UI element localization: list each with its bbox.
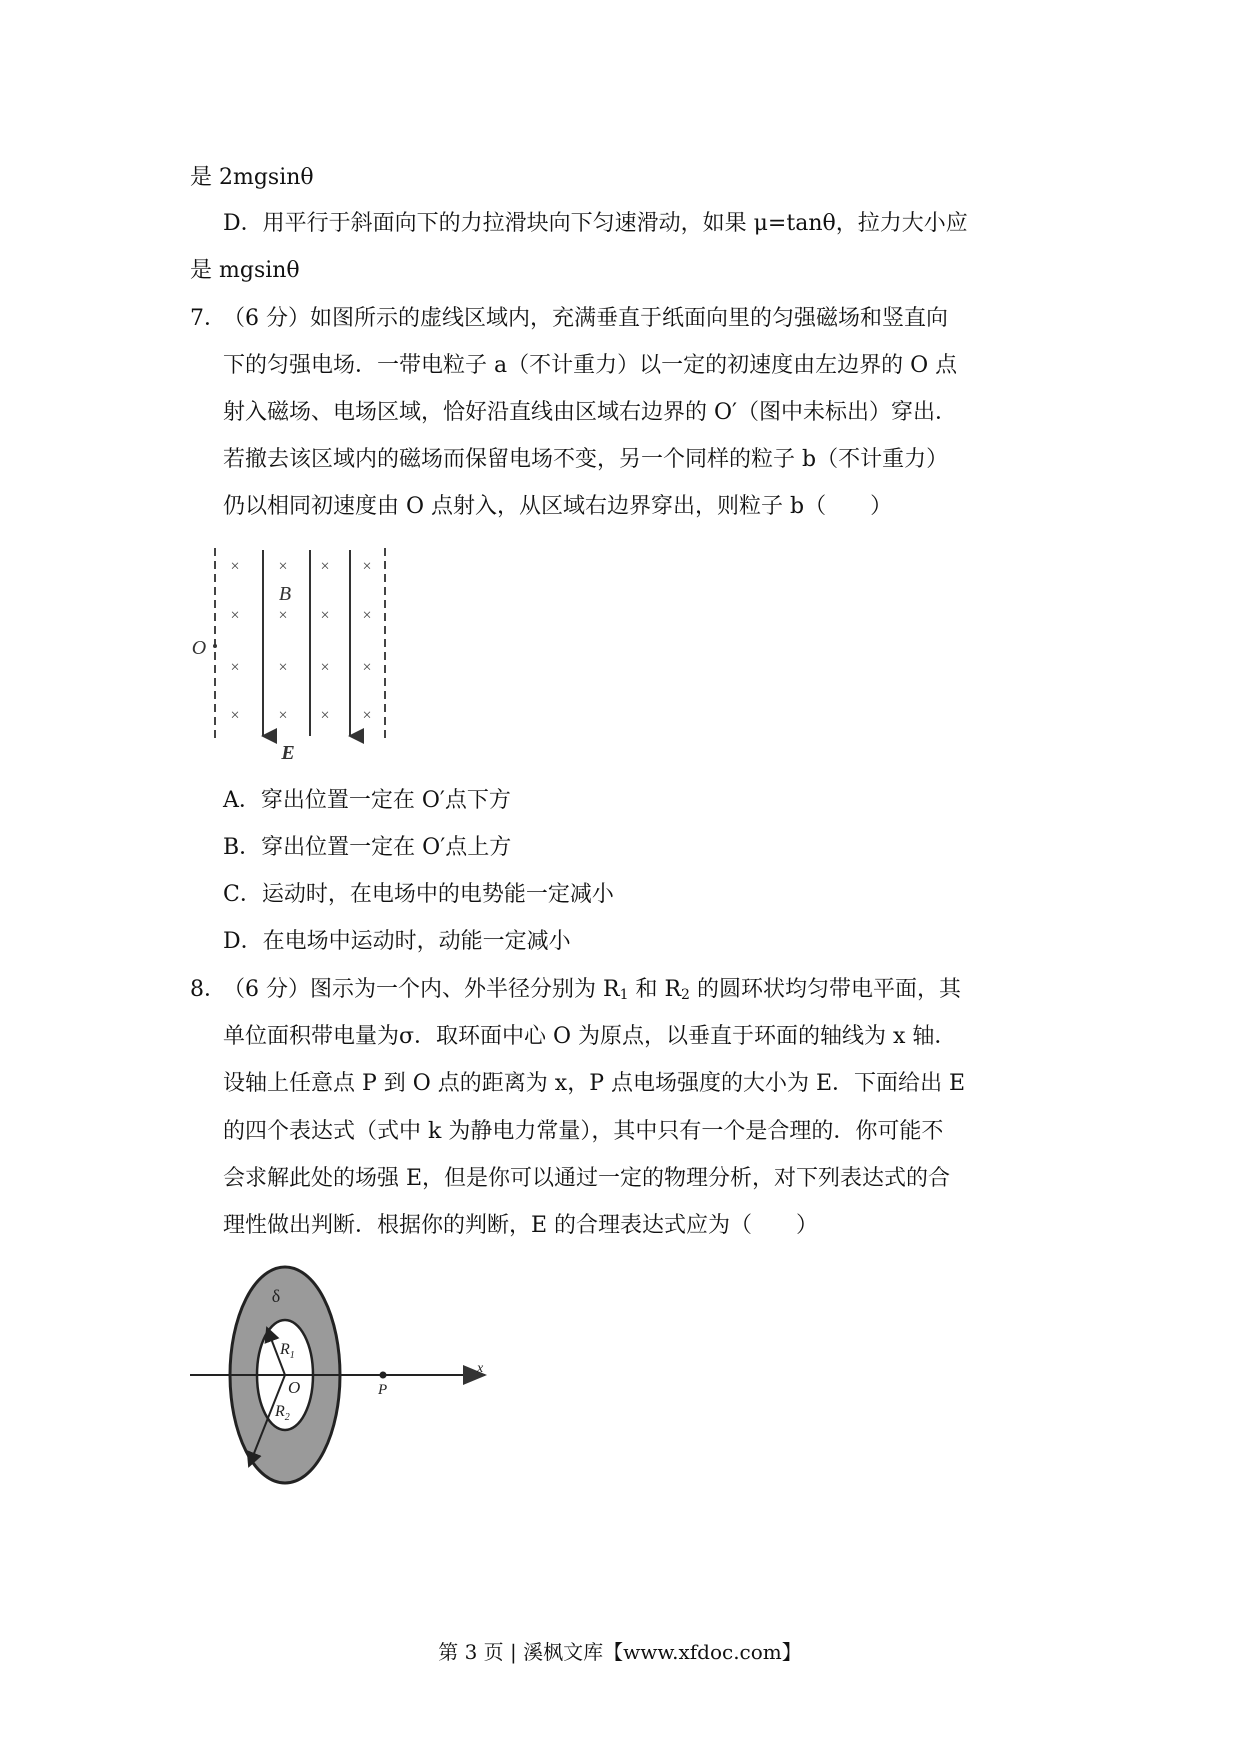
- point-p: [380, 1372, 387, 1379]
- q7-field-figure: [185, 540, 395, 765]
- b-field-cross: ×: [230, 558, 240, 575]
- q7-option-b: B．穿出位置一定在 O′点上方: [223, 835, 512, 860]
- b-field-cross: ×: [320, 558, 330, 575]
- label-r2: $R_2$: [275, 1403, 290, 1423]
- b-field-cross: ×: [362, 659, 372, 676]
- label-b: B: [278, 583, 292, 605]
- q7-option-d: D．在电场中运动时，动能一定减小: [223, 929, 571, 954]
- q8-stem-line: 理性做出判断．根据你的判断，E 的合理表达式应为（ ）: [223, 1213, 819, 1238]
- q8-number: 8．: [190, 977, 226, 1002]
- label-x: x: [477, 1361, 484, 1376]
- q8-stem-line: （6 分）图示为一个内、外半径分别为 $R_1$ 和 $R_2$ 的圆环状均匀带电平面，其: [223, 977, 961, 1003]
- q8-stem-line: 设轴上任意点 P 到 O 点的距离为 x，P 点电场强度的大小为 E．下面给出 E: [223, 1071, 966, 1096]
- label-p: P: [378, 1382, 388, 1398]
- b-field-cross: ×: [230, 659, 240, 676]
- b-field-cross: ×: [278, 558, 288, 575]
- q7-stem-line: 射入磁场、电场区域，恰好沿直线由区域右边界的 O′（图中未标出）穿出．: [223, 400, 958, 425]
- b-field-cross: ×: [320, 607, 330, 624]
- b-field-cross: ×: [320, 659, 330, 676]
- q7-stem-line: 仍以相同初速度由 O 点射入，从区域右边界穿出，则粒子 b（ ）: [223, 494, 893, 519]
- b-field-cross: ×: [278, 659, 288, 676]
- label-r1: $R_1$: [280, 1341, 295, 1361]
- label-e: E: [281, 742, 295, 764]
- page-footer: 第 3 页 | 溪枫文库【www.xfdoc.com】: [438, 1640, 802, 1664]
- b-field-cross: ×: [230, 607, 240, 624]
- q7-stem-line: 若撤去该区域内的磁场而保留电场不变，另一个同样的粒子 b（不计重力）: [223, 447, 949, 472]
- q8-stem-line: 会求解此处的场强 E，但是你可以通过一定的物理分析，对下列表达式的合: [223, 1166, 951, 1191]
- prev-option-c-tail: 是 2mgsinθ: [190, 165, 314, 190]
- prev-option-d: D．用平行于斜面向下的力拉滑块向下匀速滑动，如果 μ=tanθ，拉力大小应: [223, 211, 968, 236]
- b-field-cross: ×: [362, 607, 372, 624]
- b-field-cross: ×: [278, 607, 288, 624]
- b-field-cross: ×: [278, 707, 288, 724]
- label-sigma: δ: [271, 1286, 281, 1306]
- q8-stem-line: 的四个表达式（式中 k 为静电力常量），其中只有一个是合理的．你可能不: [223, 1119, 944, 1144]
- q7-stem-line: 下的匀强电场．一带电粒子 a（不计重力）以一定的初速度由左边界的 O 点: [223, 353, 958, 378]
- b-field-cross: ×: [362, 707, 372, 724]
- q8-stem-line: 单位面积带电量为σ．取环面中心 O 为原点，以垂直于环面的轴线为 x 轴．: [223, 1024, 957, 1049]
- q8-ring-figure: [185, 1260, 495, 1490]
- b-field-cross: ×: [320, 707, 330, 724]
- b-field-cross: ×: [362, 558, 372, 575]
- b-field-cross: ×: [230, 707, 240, 724]
- label-o: O: [288, 1378, 301, 1397]
- prev-option-d-tail: 是 mgsinθ: [190, 258, 300, 283]
- label-o: O: [191, 637, 207, 659]
- q7-stem-line: （6 分）如图所示的虚线区域内，充满垂直于纸面向里的匀强磁场和竖直向: [223, 306, 948, 331]
- q7-option-c: C．运动时，在电场中的电势能一定减小: [223, 882, 614, 907]
- q7-number: 7．: [190, 306, 226, 331]
- point-o: [213, 644, 217, 648]
- q7-option-a: A．穿出位置一定在 O′点下方: [223, 788, 511, 813]
